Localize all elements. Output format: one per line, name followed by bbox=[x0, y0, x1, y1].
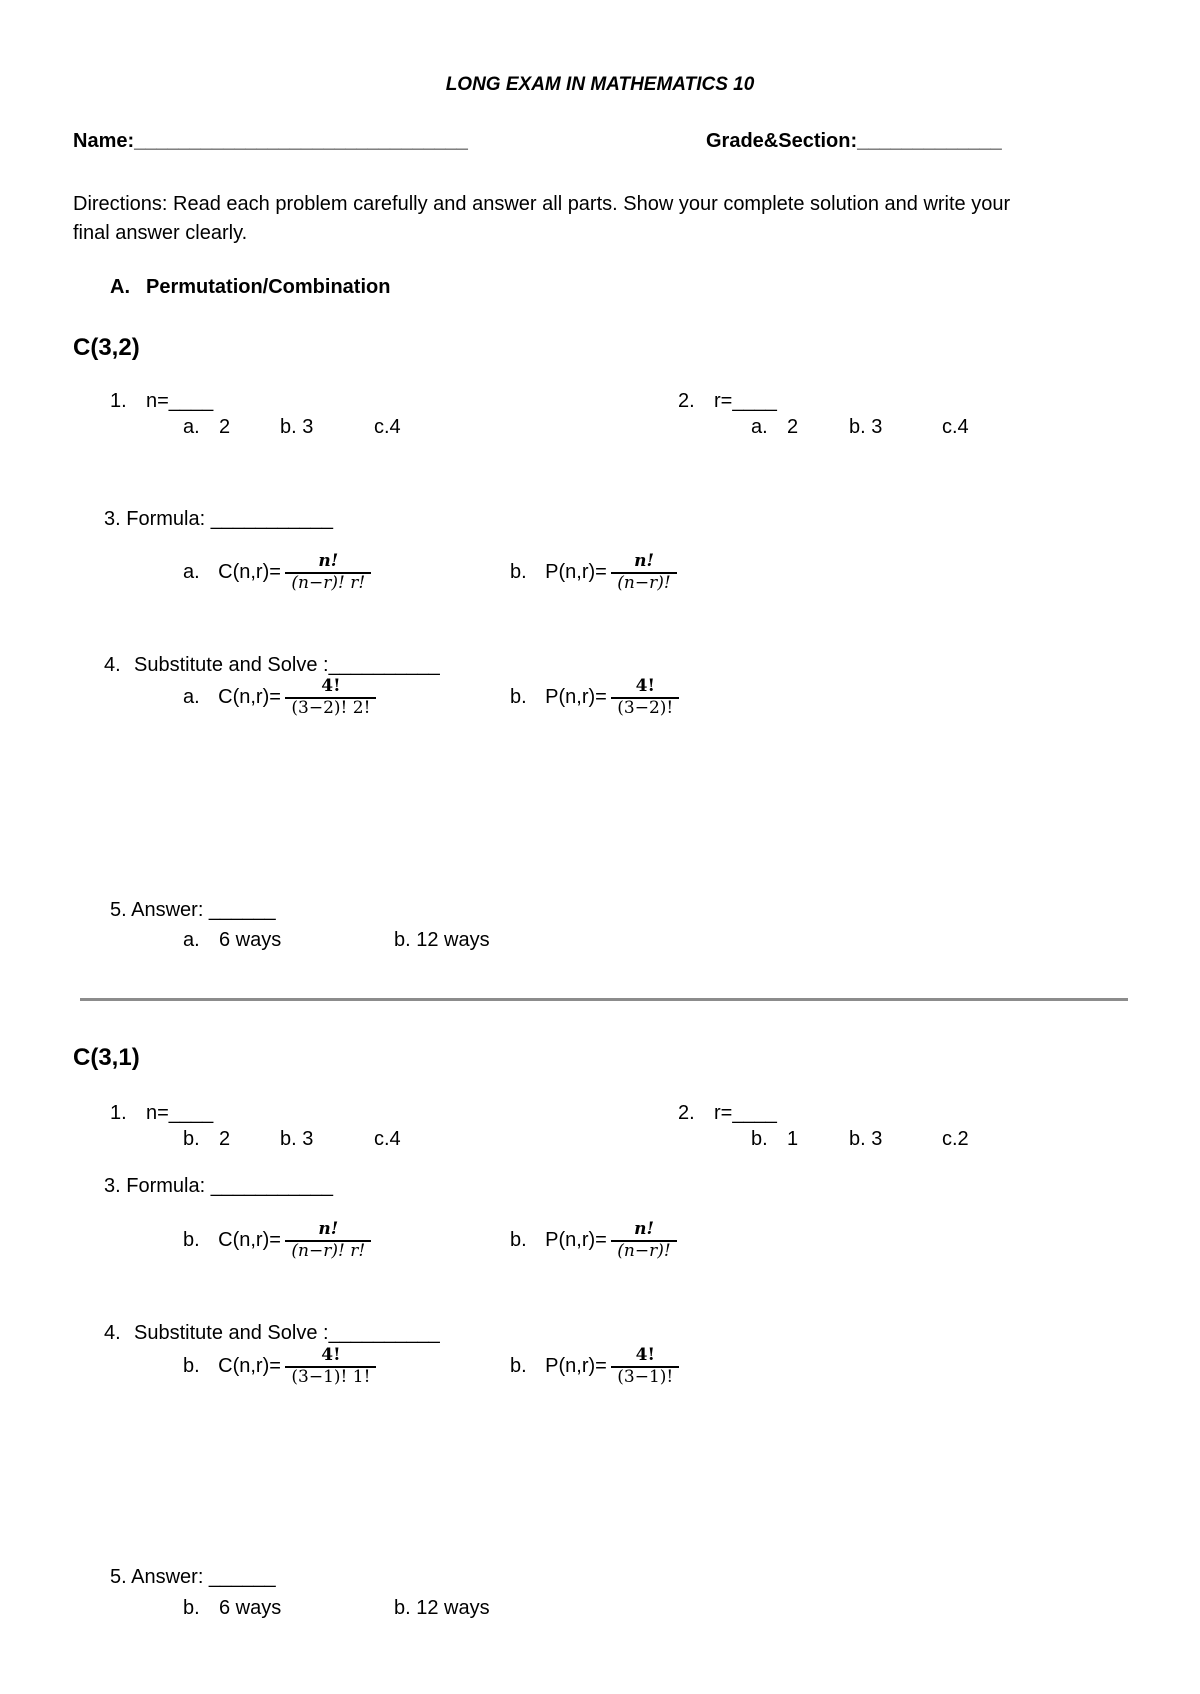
combination-formula bbox=[285, 1220, 371, 1261]
option-lhs: C(n,r)= bbox=[218, 1229, 281, 1252]
question-number: 1. bbox=[110, 390, 127, 412]
question-number: 4. bbox=[104, 1322, 121, 1344]
choice-c[interactable]: c.4 bbox=[374, 416, 401, 438]
substitute-option-a[interactable] bbox=[183, 1346, 376, 1387]
permutation-substituted bbox=[611, 677, 679, 718]
question-number: 2. bbox=[678, 390, 695, 412]
option-letter: a. bbox=[183, 686, 200, 709]
section-heading: C(3,1) bbox=[73, 1044, 140, 1071]
combination-substituted bbox=[285, 1346, 376, 1387]
grade-section-field[interactable]: Grade&Section:_____________ bbox=[706, 130, 1002, 152]
option-lhs: P(n,r)= bbox=[545, 1355, 607, 1378]
question-text[interactable]: n=____ bbox=[146, 390, 214, 412]
choice-letter: a. bbox=[183, 416, 200, 438]
option-letter: b. bbox=[510, 1229, 527, 1252]
fraction-numerator: 4! bbox=[321, 1345, 341, 1365]
option-lhs: C(n,r)= bbox=[218, 561, 281, 584]
question-text[interactable]: r=____ bbox=[714, 390, 777, 412]
option-letter: a. bbox=[183, 561, 200, 584]
choice-value[interactable]: 2 bbox=[787, 416, 799, 438]
directions-line-1: Directions: Read each problem carefully and answer all parts. Show your complete solution and write your bbox=[73, 193, 1011, 215]
option-lhs: P(n,r)= bbox=[545, 1229, 607, 1252]
option-lhs: P(n,r)= bbox=[545, 686, 607, 709]
permutation-substituted bbox=[611, 1346, 679, 1387]
choice-value[interactable]: 2 bbox=[219, 1128, 231, 1150]
formula-option-b[interactable] bbox=[510, 552, 677, 593]
fraction-denominator: (3−1)! bbox=[611, 1366, 679, 1388]
answer-question[interactable]: 5. Answer: ______ bbox=[110, 899, 276, 921]
fraction-numerator: n! bbox=[318, 1219, 339, 1239]
option-lhs: C(n,r)= bbox=[218, 686, 281, 709]
formula-question[interactable]: 3. Formula: ___________ bbox=[104, 508, 334, 530]
fraction-numerator: 4! bbox=[635, 676, 655, 696]
choice-b[interactable]: b. 3 bbox=[849, 1128, 883, 1150]
substitute-option-b[interactable] bbox=[510, 677, 679, 718]
option-letter: b. bbox=[510, 1355, 527, 1378]
fraction-denominator: (3−1)! 1! bbox=[285, 1366, 376, 1388]
question-text[interactable]: n=____ bbox=[146, 1102, 214, 1124]
answer-choice-b[interactable]: b. 12 ways bbox=[394, 1597, 490, 1619]
fraction-denominator: (n−r)! r! bbox=[285, 572, 371, 594]
fraction-denominator: (n−r)! r! bbox=[285, 1240, 371, 1262]
page-title: LONG EXAM IN MATHEMATICS 10 bbox=[445, 74, 755, 95]
section-divider bbox=[80, 998, 1128, 1001]
choice-b[interactable]: b. 3 bbox=[280, 1128, 314, 1150]
part-a-title: Permutation/Combination bbox=[146, 276, 391, 298]
formula-option-a[interactable] bbox=[183, 1220, 371, 1261]
formula-question[interactable]: 3. Formula: ___________ bbox=[104, 1175, 334, 1197]
substitute-option-a[interactable] bbox=[183, 677, 376, 718]
fraction-denominator: (3−2)! 2! bbox=[285, 697, 376, 719]
question-number: 2. bbox=[678, 1102, 695, 1124]
answer-choice-b[interactable]: b. 12 ways bbox=[394, 929, 490, 951]
choice-c[interactable]: c.4 bbox=[374, 1128, 401, 1150]
combination-formula bbox=[285, 552, 371, 593]
choice-letter: b. bbox=[183, 1597, 200, 1619]
formula-option-a[interactable] bbox=[183, 552, 371, 593]
substitute-question[interactable]: Substitute and Solve :__________ bbox=[134, 1322, 440, 1344]
choice-value[interactable]: 1 bbox=[787, 1128, 799, 1150]
answer-choice-a[interactable]: 6 ways bbox=[219, 1597, 282, 1619]
question-number: 1. bbox=[110, 1102, 127, 1124]
option-letter: b. bbox=[183, 1355, 200, 1378]
option-letter: b. bbox=[510, 686, 527, 709]
option-lhs: P(n,r)= bbox=[545, 561, 607, 584]
part-a-letter: A. bbox=[110, 276, 130, 298]
choice-b[interactable]: b. 3 bbox=[849, 416, 883, 438]
choice-value[interactable]: 2 bbox=[219, 416, 231, 438]
fraction-numerator: n! bbox=[318, 551, 339, 571]
substitute-question[interactable]: Substitute and Solve :__________ bbox=[134, 654, 440, 676]
choice-letter: b. bbox=[751, 1128, 768, 1150]
answer-choice-a[interactable]: 6 ways bbox=[219, 929, 282, 951]
question-text[interactable]: r=____ bbox=[714, 1102, 777, 1124]
choice-letter: a. bbox=[183, 929, 200, 951]
option-letter: b. bbox=[510, 561, 527, 584]
fraction-numerator: n! bbox=[634, 551, 654, 571]
section-heading: C(3,2) bbox=[73, 334, 140, 361]
option-lhs: C(n,r)= bbox=[218, 1355, 281, 1378]
fraction-denominator: (n−r)! bbox=[611, 1240, 676, 1262]
answer-question[interactable]: 5. Answer: ______ bbox=[110, 1566, 276, 1588]
directions-line-2: final answer clearly. bbox=[73, 222, 248, 244]
fraction-denominator: (3−2)! bbox=[611, 697, 679, 719]
choice-letter: a. bbox=[751, 416, 768, 438]
choice-letter: b. bbox=[183, 1128, 200, 1150]
combination-substituted bbox=[285, 677, 376, 718]
option-letter: b. bbox=[183, 1229, 200, 1252]
fraction-numerator: 4! bbox=[321, 676, 341, 696]
name-field[interactable]: Name:______________________________ bbox=[73, 130, 468, 152]
permutation-formula bbox=[611, 552, 676, 593]
fraction-numerator: n! bbox=[634, 1219, 654, 1239]
fraction-denominator: (n−r)! bbox=[611, 572, 676, 594]
question-number: 4. bbox=[104, 654, 121, 676]
substitute-option-b[interactable] bbox=[510, 1346, 679, 1387]
choice-c[interactable]: c.2 bbox=[942, 1128, 969, 1150]
permutation-formula bbox=[611, 1220, 676, 1261]
choice-b[interactable]: b. 3 bbox=[280, 416, 314, 438]
formula-option-b[interactable] bbox=[510, 1220, 677, 1261]
choice-c[interactable]: c.4 bbox=[942, 416, 969, 438]
fraction-numerator: 4! bbox=[635, 1345, 655, 1365]
